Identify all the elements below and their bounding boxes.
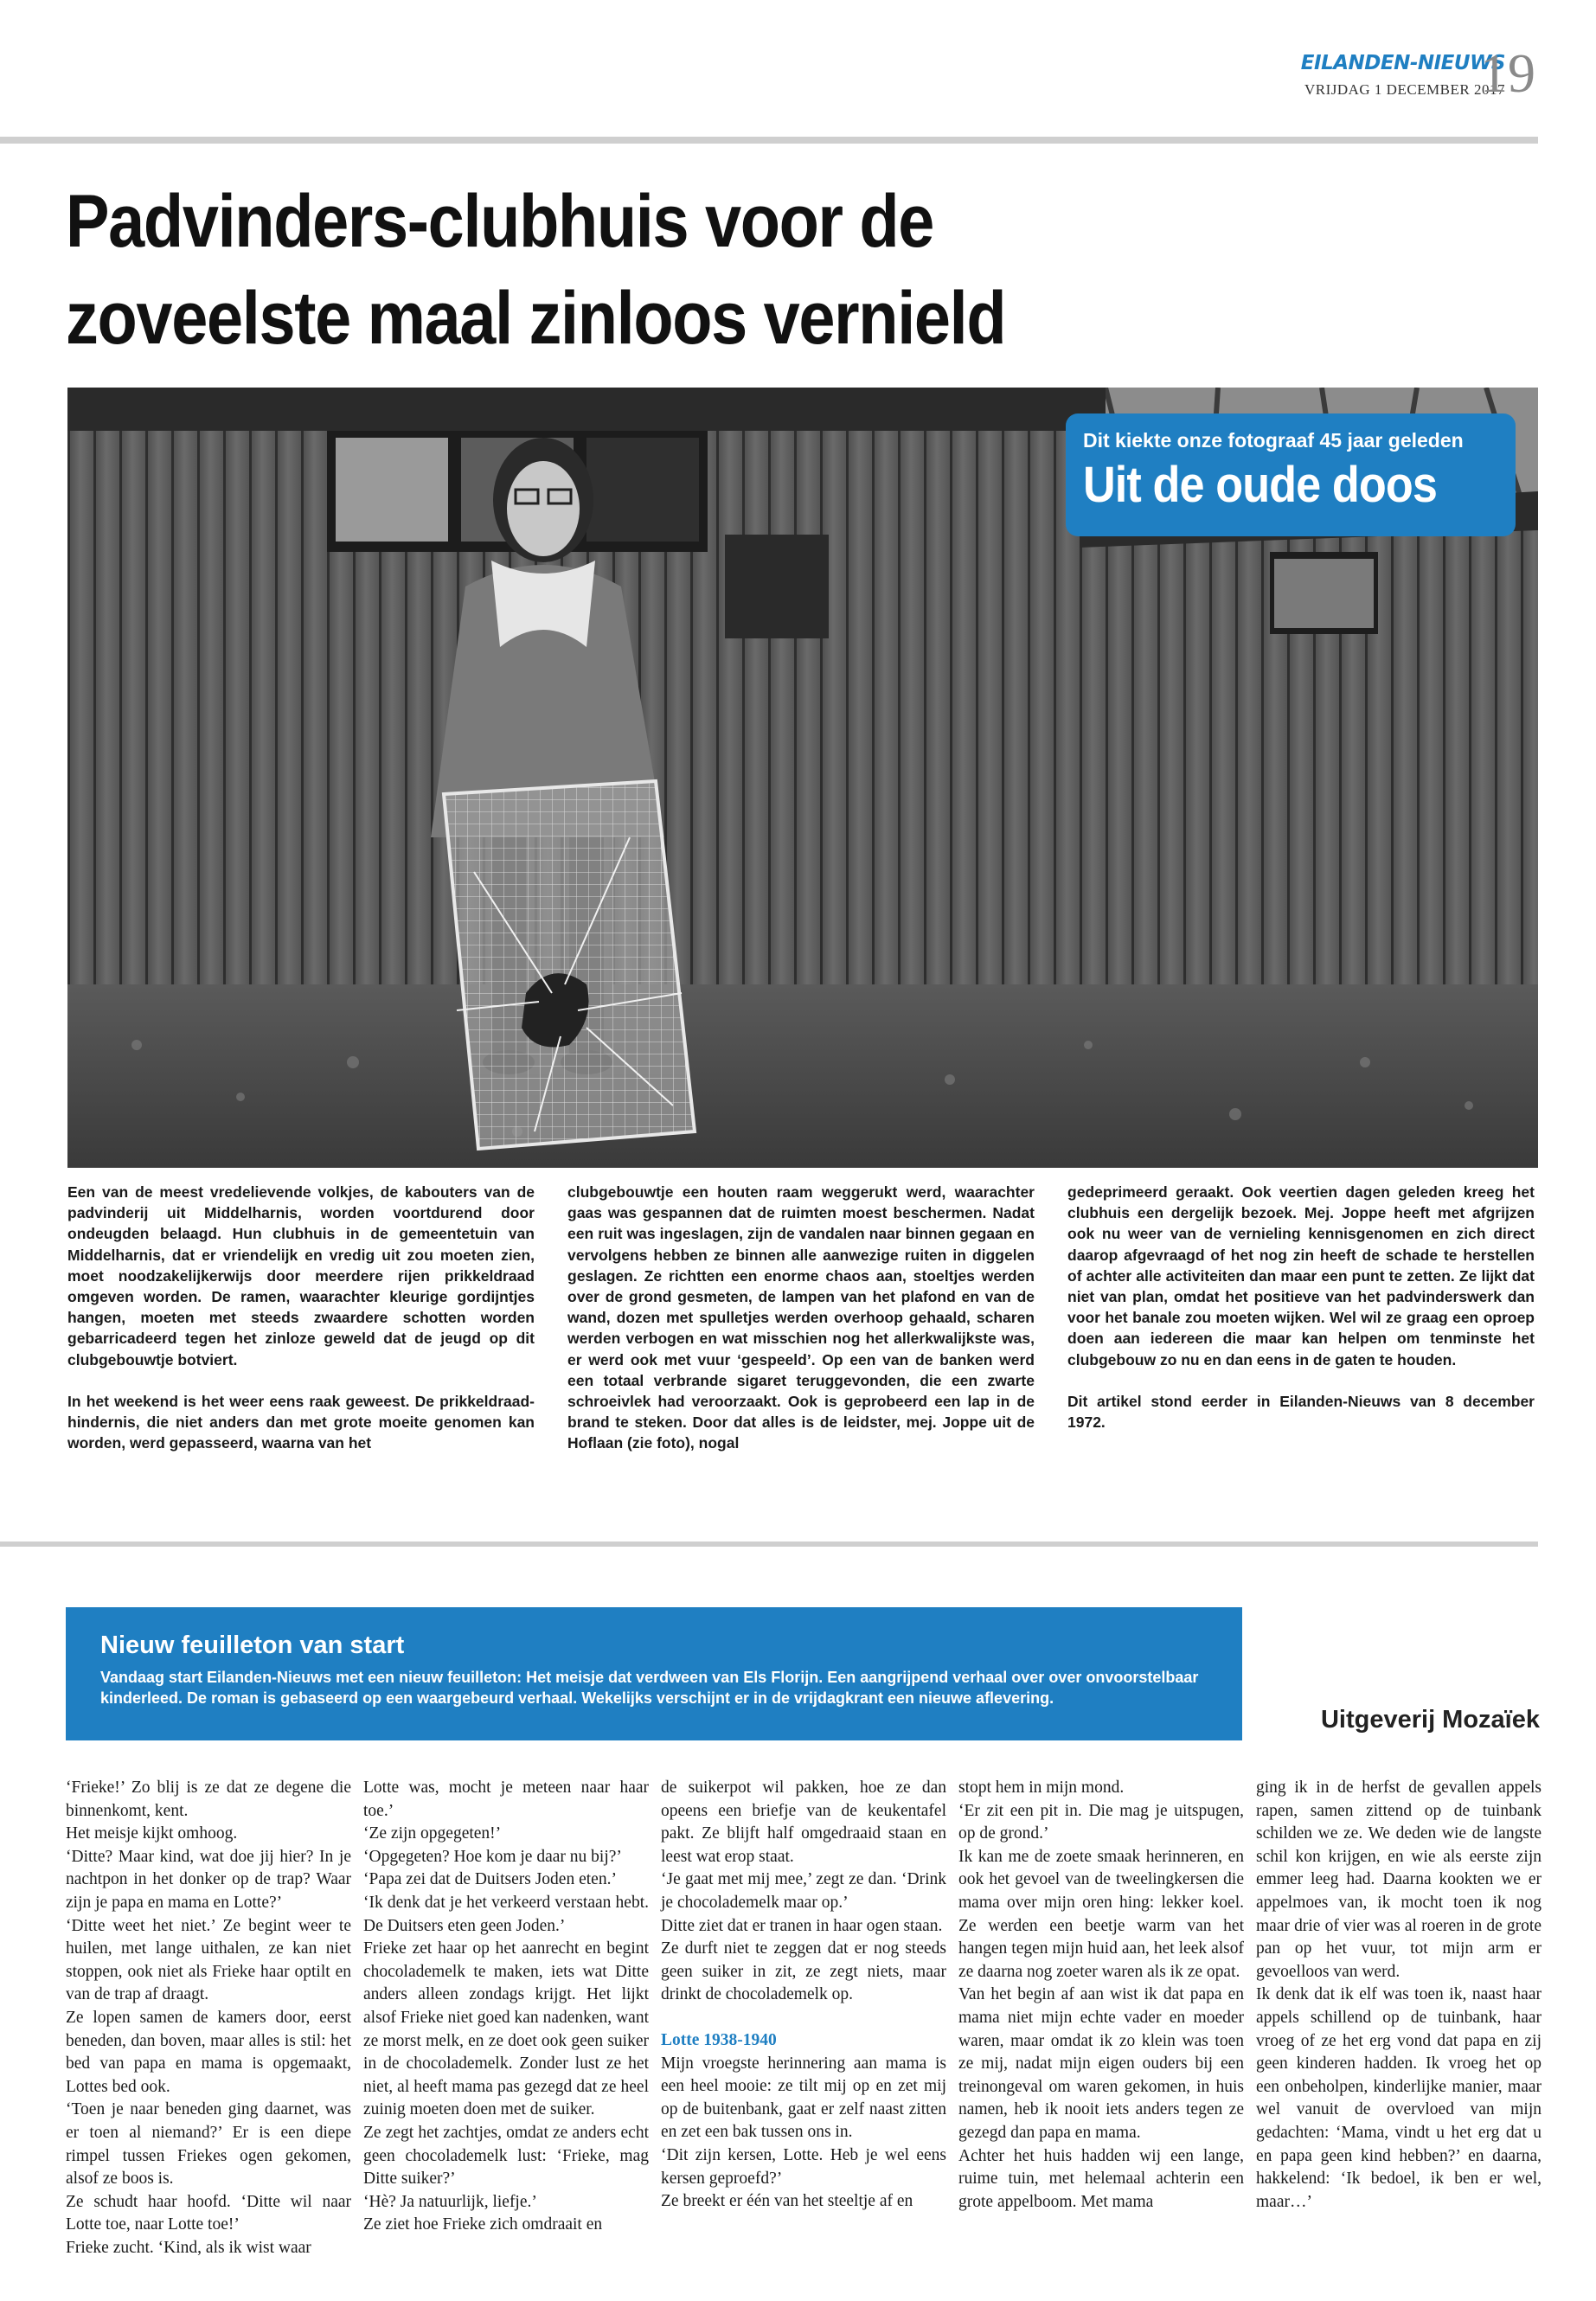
story-paragraph: ‘Er zit een pit in. Die mag je uitspugen, op de grond.’ [958,1801,1244,1843]
feuilleton-intro: Vandaag start Eilanden-Nieuws met een nieuw feuilleton: Het meisje dat verdween van Els Florijn. Een aangrijpend verhaal over over onvoorstelbaar kinderleed. De roman is gebaseerd op een waargebeurd verhaal. Wekelijks verschijnt er in de vrijdagkrant een nieuwe aflevering. [100,1669,1199,1707]
story-paragraph: ‘Papa zei dat de Duitsers Joden eten.’ [363,1870,617,1889]
story-paragraph: stopt hem in mijn mond. [958,1779,1125,1797]
story-subheading: Lotte 1938-1940 [661,2030,777,2049]
story-paragraph: Ze breekt er één van het steeltje af en [661,2192,913,2211]
story-paragraph: ‘Ditte? Maar kind, wat doe jij hier? In je nachtpon in het donker op de trap? Waar zijn je papa en mama en Lotte?’ [66,1847,351,1912]
story-column-1 [66,1777,351,2259]
kicker-title: Uit de oude doos [1083,457,1437,513]
issue-date: VRIJDAG 1 DECEMBER 2017 [1304,81,1505,98]
story-paragraph: ‘Toen je naar beneden ging daarnet, was er toen al niemand?’ Er is een diepe rimpel tussen Friekes ogen gekomen, alsof ze boos is. [66,2100,351,2189]
story-paragraph: Ze zegt het zachtjes, omdat ze anders echt geen chocolademelk lust: ‘Frieke, mag Ditte suiker?’ [363,2123,649,2189]
story-paragraph: ‘Je gaat met mij mee,’ zegt ze dan. ‘Drink je chocolademelk maar op.’ [661,1870,946,1912]
story-paragraph: ‘Ditte weet het niet.’ Ze begint weer te huilen, met lange uithalen, ze kan niet stoppen, ook niet als Frieke haar optilt en van de trap af draagt. [66,1916,351,2004]
story-paragraph: Ze durft niet te zeggen dat er nog steeds geen suiker in zit, ze zegt niets, maar drinkt de chocolademelk op. [661,1939,946,2004]
story-column-4 [958,1777,1244,2214]
story-paragraph: Ditte ziet dat er tranen in haar ogen staan. [661,1916,943,1935]
article-column-2 [567,1182,1035,1475]
story-paragraph: de suikerpot wil pakken, hoe ze dan opeens een briefje van de keukentafel pakt. Ze blijft half omgedraaid staan en leest wat erop staat. [661,1779,946,1866]
section-rule [0,1541,1538,1547]
article-paragraph: gedeprimeerd geraakt. Ook veertien dagen geleden kreeg het clubhuis een dergelijk bezoek. Mej. Joppe heeft met afgrijzen ook nu weer van de vernieling kennisgenomen en zich direct daarop afgevraagd of het nog zin heeft de schade te herstellen of achter alle activiteiten dan maar een punt te zetten. Ze lijkt dat niet van plan, omdat het positieve van het padvinderswerk dan voor het banale zou moeten wijken. Wel wil ze graag een oproep doen aan iedereen die maar kan helpen om tenminste het clubgebouw zo nu en dan eens in de gaten te houden. [1067,1183,1535,1368]
story-paragraph: Het meisje kijkt omhoog. [66,1824,238,1843]
headline-line-2: zoveelste maal zinloos vernield [66,277,1006,360]
story-paragraph: Ik kan me de zoete smaak herinneren, en ook het gevoel van de tweelingkersen die mama over mijn oren hing: lekker koel. Ze werden een beetje warm van het hangen tegen mijn huid aan, het leek alsof ze daarna nog zoeter waren als ik ze opat. [958,1847,1244,1981]
article-headline [66,173,1208,367]
headline-line-1: Padvinders-clubhuis voor de [66,180,934,263]
story-paragraph: ‘Ik denk dat je het verkeerd verstaan hebt. De Duitsers eten geen Joden.’ [363,1893,649,1935]
series-kicker-box [1066,413,1516,536]
article-paragraph: clubgebouwtje een houten raam weggerukt werd, waarachter gaas was gespannen dat de ruimten moest beschermen. Nadat een ruit was ingeslagen, zijn de vandalen naar binnen gegaan en vervolgens hebben ze binnen alle aanwezige ruiten in diggelen geslagen. Ze richtten een enorme chaos aan, stoeltjes werden over de grond gesmeten, de lampen van het plafond en van de wand, dozen met spulletjes werden overhoop gehaald, scharen werden verbogen en wat misschien nog het allerkwalijkste was, er werd ook met vuur ‘gespeeld’. Op een van de banken werd een totaal verbrande sigaret teruggevonden, die een zwarte schroeivlek had veroorzaakt. Ook is geprobeerd een lap in de brand te steken. Door dat alles is de leidster, mej. Joppe uit de Hoflaan (zie foto), nogal [567,1183,1035,1452]
feuilleton-banner [66,1607,1242,1740]
article-column-3 [1067,1182,1535,1453]
story-paragraph: Frieke zucht. ‘Kind, als ik wist waar [66,2238,311,2257]
article-paragraph: In het weekend is het weer eens raak geweest. De prikkeldraad-hindernis, die niet anders dan met grote moeite genomen kan worden, werd gepasseerd, waarna van het [67,1392,535,1452]
article-paragraph: Een van de meest vredelievende volkjes, de kabouters van de padvinderij uit Middelharnis, worden voortdurend door ondeugden belaagd. Hun clubhuis in de gemeentetuin van Middelharnis, dat er vriendelijk en vredig uit zou moeten zien, moet noodzakelijkerwijs door meerdere rijen prikkeldraad omgeven worden. De ramen, waarachter kleurige gordijntjes hangen, moeten met steeds zwaardere schotten worden gebarricadeerd tegen het zinloze geweld dat de jeugd op dit clubgebouwtje botviert. [67,1183,535,1368]
story-paragraph: Achter het huis hadden wij een lange, ruime tuin, met helemaal achterin een grote appelboom. Met mama [958,2146,1244,2211]
top-rule [0,137,1538,144]
kicker-subtitle: Dit kiekte onze fotograaf 45 jaar geleden [1083,429,1464,452]
feuilleton-title: Nieuw feuilleton van start [100,1631,405,1659]
story-paragraph: ging ik in de herfst de gevallen appels rapen, samen zittend op de tuinbank schilden we ze. We deden wie de langste schil kon krijgen, en wie als eerste zijn emmer leeg had. Daarna kookten we er appelmoes van, ik mocht toen ik nog maar drie of vier was al roeren in de grote pan op het vuur, tot mijn arm er gevoelloos van werd. [1256,1779,1542,1981]
broken-window-pane [444,781,695,1149]
story-paragraph: ‘Frieke!’ Zo blij is ze dat ze degene die binnenkomt, kent. [66,1779,351,1820]
page-number: 19 [1480,42,1535,104]
story-column-2 [363,1777,649,2237]
story-paragraph: Ze lopen samen de kamers door, eerst beneden, dan boven, maar alles is stil: het bed van papa en mama is opgemaakt, Lottes bed ook. [66,2008,351,2096]
article-source-note: Dit artikel stond eerder in Eilanden-Nieuws van 8 december 1972. [1067,1392,1535,1432]
story-paragraph: Lotte was, mocht je meteen naar haar toe.’ [363,1779,649,1820]
article-column-1 [67,1182,535,1474]
newspaper-brand: EILANDEN-NIEUWS [1300,52,1505,74]
story-paragraph: Frieke zet haar op het aanrecht en begint chocolademelk te maken, iets wat Ditte anders alleen zondags krijgt. Het lijkt alsof Frieke niet goed kan nadenken, want ze morst melk, en ze doet ook geen suiker in de chocolademelk. Zonder lust ze het niet, al heeft mama pas gezegd dat ze heel zuinig moeten doen met de suiker. [363,1939,649,2119]
story-paragraph: ‘Opgegeten? Hoe kom je daar nu bij?’ [363,1847,622,1866]
story-column-3 [661,1777,946,2214]
masthead [1301,52,1505,99]
story-paragraph: ‘Ze zijn opgegeten!’ [363,1824,502,1843]
story-column-5 [1256,1777,1542,2214]
story-paragraph: Ze ziet hoe Frieke zich omdraait en [363,2215,603,2234]
publisher-credit: Uitgeverij Mozaïek [1320,1706,1540,1734]
story-paragraph: ‘Dit zijn kersen, Lotte. Heb je wel eens kersen geproefd?’ [661,2145,946,2188]
story-paragraph: Ze schudt haar hoofd. ‘Ditte wil naar Lotte toe, naar Lotte toe!’ [66,2192,351,2234]
story-paragraph: ‘Hè? Ja natuurlijk, liefje.’ [363,2192,537,2211]
story-paragraph: Van het begin af aan wist ik dat papa en mama niet mijn echte vader en moeder waren, maar omdat ik zo klein was toen ze mij, nadat mijn eigen ouders bij een treinongeval om waren gekomen, in huis namen, heb ik nooit iets anders tegen ze gezegd dan papa en mama. [958,1985,1244,2142]
story-paragraph: Mijn vroegste herinnering aan mama is een heel mooie: ze tilt mij op en zet mij op de buitenbank, gaat er zelf naast zitten en zet een bak tussen ons in. [661,2054,946,2142]
story-paragraph: Ik denk dat ik elf was toen ik, naast haar appels schillend op de tuinbank, haar vroeg of ze het erg vond dat papa en zij geen kinderen hadden. Ik vroeg het op een onbeholpen, kinderlijke manier, maar wel vanuit de overvloed van mijn gedachten: ‘Mama, vindt u het erg dat u en papa geen kind hebben?’ en daarna, hakkelend: ‘Ik bedoel, ik ben er wel, maar…’ [1256,1985,1542,2211]
